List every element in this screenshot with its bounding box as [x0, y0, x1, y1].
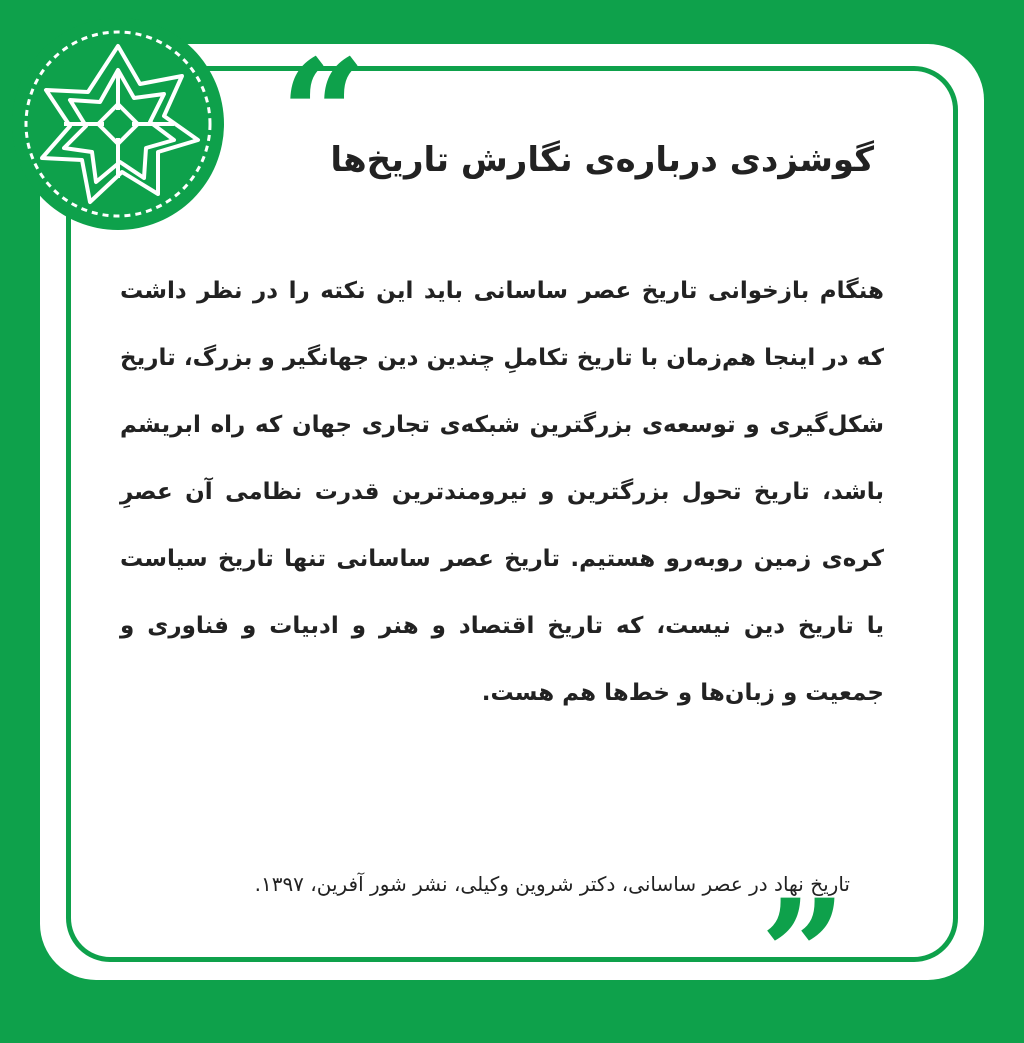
- logo-badge: [12, 18, 224, 230]
- open-quote-mark: “: [280, 27, 367, 203]
- close-quote-mark: ”: [760, 867, 847, 1043]
- source-citation: تاریخ نهاد در عصر ساسانی، دکتر شروین وکیلی، نشر شور آفرین، ۱۳۹۷.: [254, 872, 850, 896]
- page-title: گوشزدی درباره‌ی نگارش تاریخ‌ها: [330, 140, 874, 180]
- body-paragraph: هنگام بازخوانی تاریخ عصر ساسانی باید این نکته را در نظر داشت که در اینجا هم‌زمان با تاریخ تکاملِ چندین دین جهانگیر و بزرگ، تاریخ شکل‌گیری و توسعه‌ی بزرگترین شبکه‌ی تجاری جهان که راه ابریشم باشد، تاریخ تحول بزرگترین و نیرومندترین قدرت نظامی آن عصرِ کره‌ی زمین روبه‌رو هستیم. تاریخ عصر ساسانی تنها تاریخ سیاست یا تاریخ دین نیست، که تاریخ اقتصاد و هنر و ادبیات و فناوری و جمعیت و زبان‌ها و خط‌ها هم هست.: [120, 278, 884, 706]
- star-emblem-icon: [12, 18, 224, 230]
